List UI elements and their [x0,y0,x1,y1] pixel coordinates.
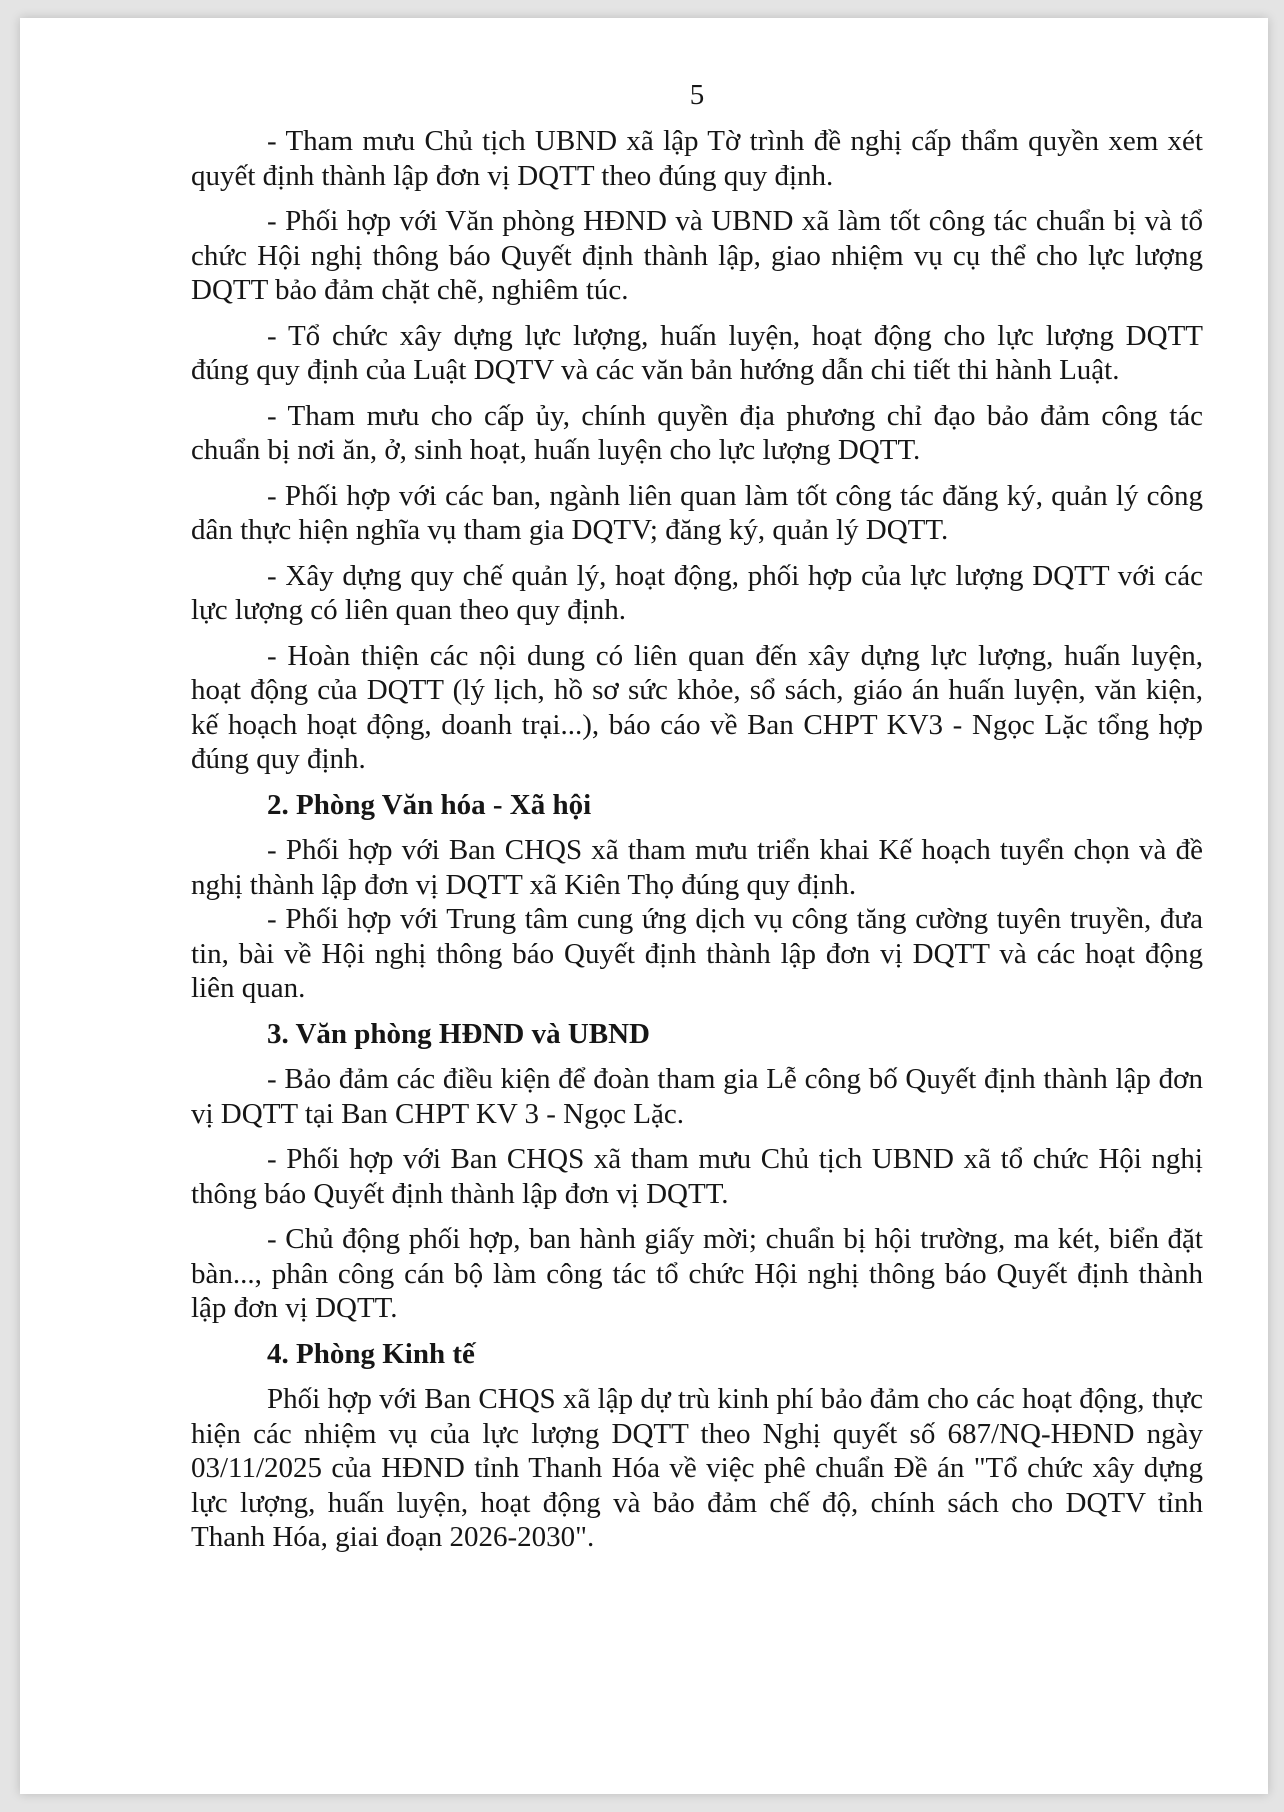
paragraph: - Tham mưu Chủ tịch UBND xã lập Tờ trình đề nghị cấp thẩm quyền xem xét quyết định thành lập đơn vị DQTT theo đúng quy định. [191,125,1203,192]
document-page [20,18,1268,1794]
section-heading-kinh-te: 4. Phòng Kinh tế [267,1337,475,1370]
document-body [191,78,1203,1566]
paragraph: - Chủ động phối hợp, ban hành giấy mời; chuẩn bị hội trường, ma két, biển đặt bàn..., phân công cán bộ làm công tác tổ chức Hội nghị thông báo Quyết định thành lập đơn vị DQTT. [191,1223,1203,1324]
paragraph: - Phối hợp với Văn phòng HĐND và UBND xã làm tốt công tác chuẩn bị và tổ chức Hội nghị thông báo Quyết định thành lập, giao nhiệm vụ cụ thể cho lực lượng DQTT bảo đảm chặt chẽ, nghiêm túc. [191,205,1203,306]
paragraph: - Hoàn thiện các nội dung có liên quan đến xây dựng lực lượng, huấn luyện, hoạt động của DQTT (lý lịch, hồ sơ sức khỏe, sổ sách, giáo án huấn luyện, văn kiện, kế hoạch hoạt động, doanh trại...), báo cáo về Ban CHPT KV3 - Ngọc Lặc tổng hợp đúng quy định. [191,639,1203,775]
section-heading-van-phong-hdnd-ubnd: 3. Văn phòng HĐND và UBND [267,1017,650,1050]
paragraph: - Phối hợp với Trung tâm cung ứng dịch vụ công tăng cường tuyên truyền, đưa tin, bài về Hội nghị thông báo Quyết định thành lập đơn vị DQTT và các hoạt động liên quan. [191,903,1203,1004]
section-heading-van-hoa-xa-hoi: 2. Phòng Văn hóa - Xã hội [267,788,592,821]
paragraph: - Phối hợp với Ban CHQS xã tham mưu Chủ tịch UBND xã tổ chức Hội nghị thông báo Quyết định thành lập đơn vị DQTT. [191,1143,1203,1210]
paragraph: - Phối hợp với Ban CHQS xã tham mưu triển khai Kế hoạch tuyển chọn và đề nghị thành lập đơn vị DQTT xã Kiên Thọ đúng quy định. [191,834,1203,901]
paragraph: - Xây dựng quy chế quản lý, hoạt động, phối hợp của lực lượng DQTT với các lực lượng có liên quan theo quy định. [191,559,1203,626]
paragraph: - Tổ chức xây dựng lực lượng, huấn luyện, hoạt động cho lực lượng DQTT đúng quy định của Luật DQTV và các văn bản hướng dẫn chi tiết thi hành Luật. [191,319,1203,386]
paragraph: Phối hợp với Ban CHQS xã lập dự trù kinh phí bảo đảm cho các hoạt động, thực hiện các nhiệm vụ của lực lượng DQTT theo Nghị quyết số 687/NQ-HĐND ngày 03/11/2025 của HĐND tỉnh Thanh Hóa về việc phê chuẩn Đề án "Tổ chức xây dựng lực lượng, huấn luyện, hoạt động và bảo đảm chế độ, chính sách cho DQTV tỉnh Thanh Hóa, giai đoạn 2026-2030". [191,1383,1203,1553]
paragraph: - Tham mưu cho cấp ủy, chính quyền địa phương chỉ đạo bảo đảm công tác chuẩn bị nơi ăn, ở, sinh hoạt, huấn luyện cho lực lượng DQTT. [191,399,1203,466]
paragraph: - Bảo đảm các điều kiện để đoàn tham gia Lễ công bố Quyết định thành lập đơn vị DQTT tại Ban CHPT KV 3 - Ngọc Lặc. [191,1063,1203,1130]
paragraph: - Phối hợp với các ban, ngành liên quan làm tốt công tác đăng ký, quản lý công dân thực hiện nghĩa vụ tham gia DQTV; đăng ký, quản lý DQTT. [191,479,1203,546]
page-number: 5 [689,79,705,111]
